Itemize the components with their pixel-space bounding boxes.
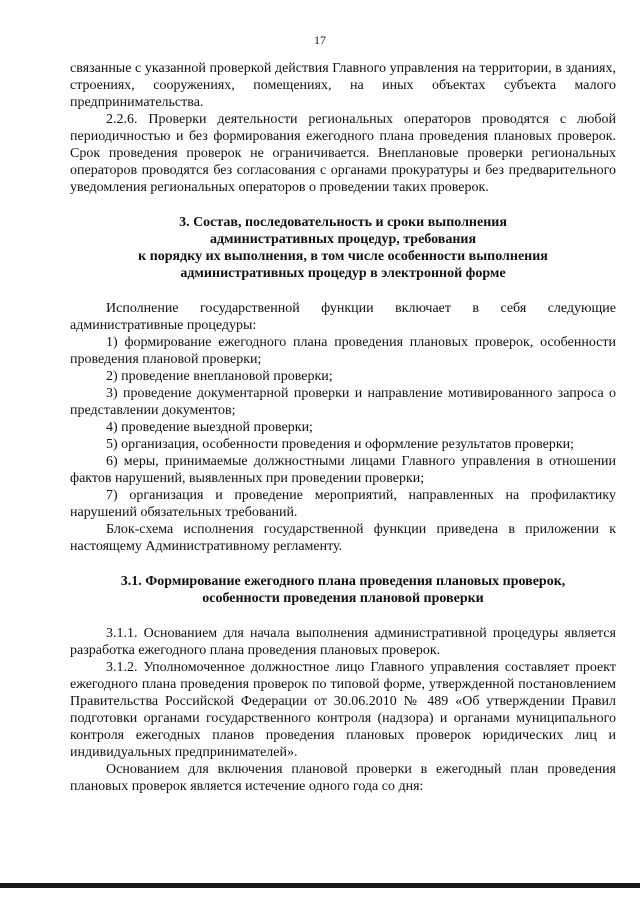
page-number: 17 — [314, 33, 326, 47]
list-item: 4) проведение выездной проверки; — [106, 420, 313, 435]
section-3-heading — [70, 214, 616, 282]
heading-line: особенности проведения плановой проверки — [202, 591, 484, 606]
paragraph: 2.2.6. Проверки деятельности региональных операторов проводятся с любой периодичностью и без формирования ежегодного плана проведения плановых проверок. Срок проведения проверок не ограничивается. Внеплановые проверки региональных операторов проводятся без согласования с органами прокуратуры и без предварительного уведомления региональных операторов о проведении таких проверок. — [70, 112, 616, 195]
heading-line: 3.1. Формирование ежегодного плана проведения плановых проверок, — [120, 574, 566, 589]
heading-line: 3. Состав, последовательность и сроки выполнения — [179, 215, 507, 230]
list-item: 2) проведение внеплановой проверки; — [106, 369, 333, 384]
heading-line: к порядку их выполнения, в том числе особенности выполнения — [138, 249, 548, 264]
list-item: 5) организация, особенности проведения и оформление результатов проверки; — [106, 437, 575, 452]
list-item: 1) формирование ежегодного плана проведения плановых проверок, особенности проведения плановой проверки; — [70, 335, 616, 367]
paragraph: Блок-схема исполнения государственной функции приведена в приложении к настоящему Административному регламенту. — [70, 522, 616, 554]
paragraph: связанные с указанной проверкой действия Главного управления на территории, в зданиях, строениях, сооружениях, помещениях, на иных объектах субъекта малого предпринимательства. — [70, 61, 616, 110]
paragraph: 3.1.2. Уполномоченное должностное лицо Главного управления составляет проект ежегодного плана проведения проверок по типовой форме, утвержденной постановлением Правительства Российской Федерации от 30.06.2010 № 489 «Об утверждении Правил подготовки органами государственного контроля (надзора) и органами муниципального контроля ежегодных планов проведения плановых проверок юридических лиц и индивидуальных предпринимателей». — [70, 660, 616, 760]
heading-line: административных процедур, требования — [209, 232, 477, 247]
list-item: 3) проведение документарной проверки и направление мотивированного запроса о представлении документов; — [70, 386, 616, 418]
heading-line: административных процедур в электронной форме — [180, 266, 506, 281]
paragraph: Основанием для включения плановой проверки в ежегодный план проведения плановых проверок является истечение одного года со дня: — [70, 762, 616, 794]
list-item: 7) организация и проведение мероприятий, направленных на профилактику нарушений обязательных требований. — [70, 488, 616, 520]
paragraph: Исполнение государственной функции включает в себя следующие административные процедуры: — [70, 301, 616, 333]
document-body — [70, 60, 616, 795]
paragraph: 3.1.1. Основанием для начала выполнения административной процедуры является разработка ежегодного плана проведения плановых проверок. — [70, 626, 616, 658]
section-3-1-heading — [70, 573, 616, 607]
list-item: 6) меры, принимаемые должностными лицами Главного управления в отношении фактов нарушений, выявленных при проведении проверки; — [70, 454, 616, 486]
scan-edge-bar — [0, 883, 640, 888]
